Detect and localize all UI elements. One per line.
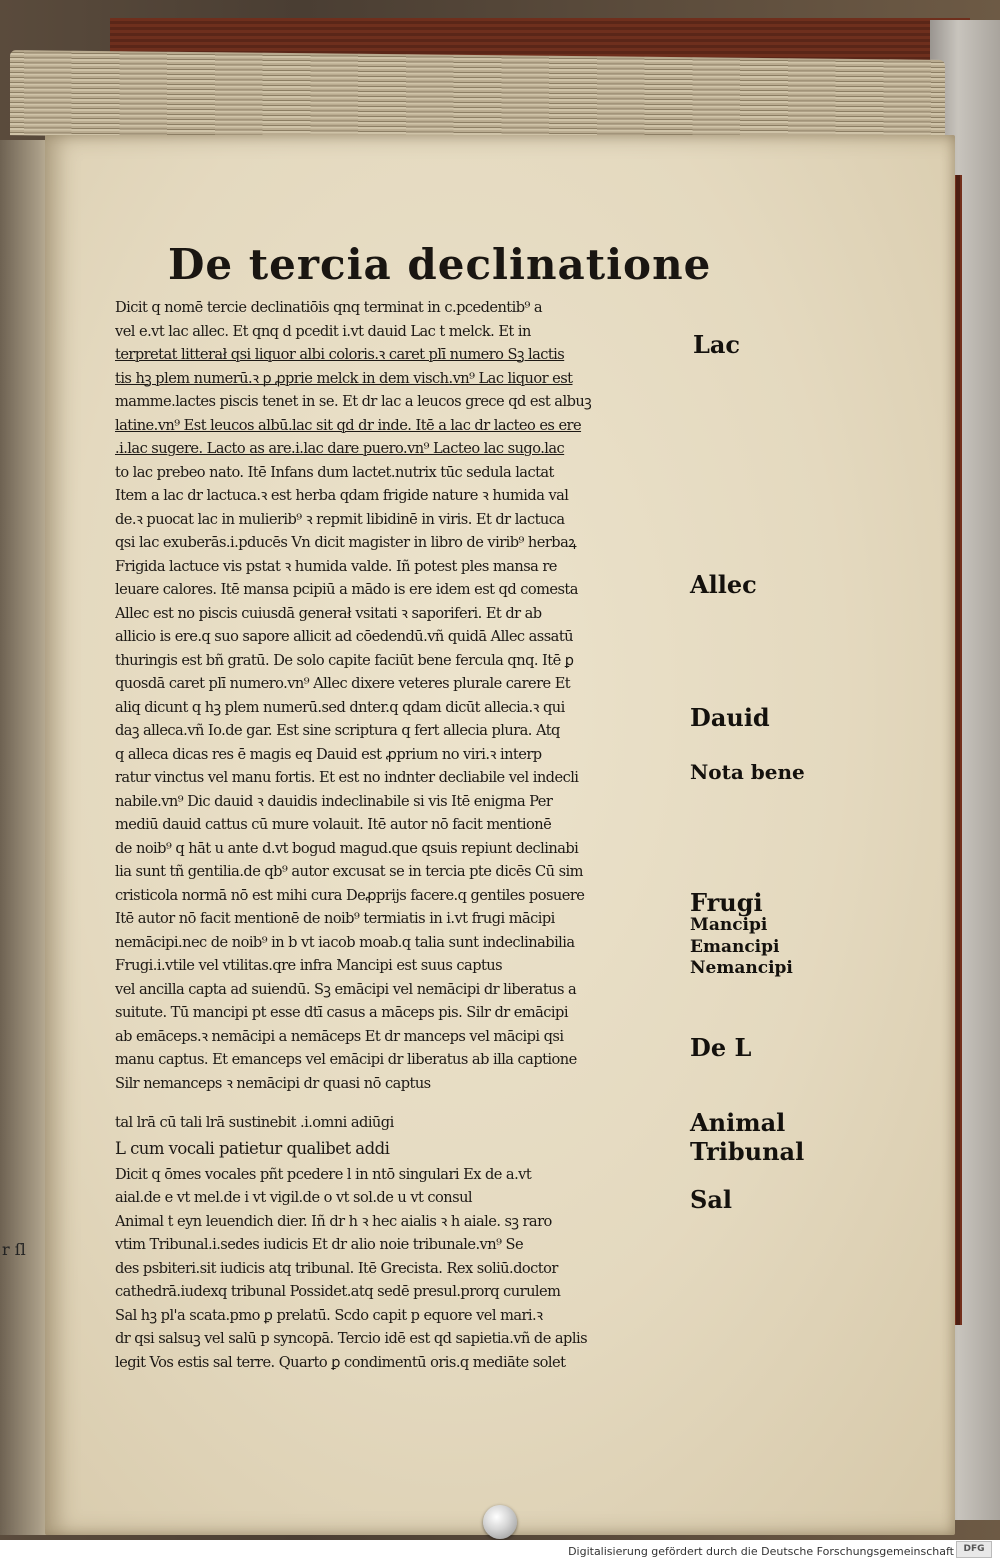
text-line: Dicit q nomē tercie declinatiōis qnq terminat in c.pcedentib⁹ a	[115, 299, 543, 316]
text-line: de noib⁹ q hāt u ante d.vt bogud magud.que qsuis repiunt declinabi	[115, 839, 579, 857]
margin-note-tribunal: Tribunal	[690, 1137, 805, 1166]
text-line: .i.lac sugere. Lacto as are.i.lac dare puero.vn⁹ Lacteo lac sugo.lac	[115, 440, 565, 457]
text-line: allicio is ere.q suo sapore allicit ad cōedendū.vñ quidā Allec assatū	[115, 628, 573, 645]
text-line: latine.vn⁹ Est leucos albū.lac sit qd dr inde. Itē a lac dr lacteo es ere	[115, 416, 582, 434]
text-line: to lac prebeo nato. Itē Infans dum lactet.nutrix tūc sedula lactat	[115, 463, 554, 481]
text-line: Sal hꝫ pl'a scata.pmo ꝑ prelatū. Scdo capit p equore vel mari.ꝛ	[115, 1306, 543, 1324]
margin-note-allec: Allec	[690, 570, 757, 599]
text-line: Frigida lactuce vis pstat ꝛ humida valde. Iñ potest ples mansa re	[115, 557, 557, 575]
text-line: aliq dicunt q hꝫ plem numerū.sed dnter.q qdam dicūt allecia.ꝛ qui	[115, 698, 565, 716]
verse-gloss-line: tal lrā cū tali lrā sustinebit .i.omni adiūgi	[115, 1114, 394, 1131]
text-line: quosdā caret plī numero.vn⁹ Allec dixere veteres plurale carere Et	[115, 675, 571, 692]
left-edge-mark: r ſl	[2, 1240, 26, 1259]
text-line: mediū dauid cattus cū mure volauit. Itē autor nō facit mentionē	[115, 816, 552, 833]
margin-note-mancipi: Mancipi	[690, 915, 768, 935]
text-line: ratur vinctus vel manu fortis. Et est no indnter decliabile vel indecli	[115, 769, 579, 786]
verse-line: L cum vocali patietur qualibet addi	[115, 1138, 390, 1158]
text-line: de.ꝛ puocat lac in mulierib⁹ ꝛ repmit libidinē in viris. Et dr lactuca	[115, 510, 565, 528]
margin-note-de-l: De L	[690, 1033, 752, 1062]
margin-note-animal: Animal	[690, 1108, 786, 1137]
text-line: daꝫ alleca.vñ Io.de gar. Est sine scriptura q fert allecia plura. Atq	[115, 722, 560, 739]
funding-credit: Digitalisierung gefördert durch die Deutsche Forschungsgemeinschaft	[568, 1545, 954, 1558]
text-line: des psbiteri.sit iudicis atq tribunal. Itē Grecista. Rex soliū.doctor	[115, 1259, 558, 1277]
text-line: legit Vos estis sal terre. Quarto ꝑ condimentū oris.q mediāte solet	[115, 1353, 566, 1371]
margin-note-emancipi: Emancipi	[690, 937, 780, 957]
text-line: Frugi.i.vtile vel vtilitas.qre infra Mancipi est suus captus	[115, 957, 503, 974]
text-line: Itē autor nō facit mentionē de noib⁹ termiatis in i.vt frugi mācipi	[115, 910, 555, 927]
text-line: qsi lac exuberās.i.pducēs Vn dicit magister in libro de virib⁹ herbaꝝ	[115, 534, 577, 551]
page-title: De tercia declinatione	[168, 240, 712, 289]
text-line: vtim Tribunal.i.sedes iudicis Et dr alio noie tribunale.vn⁹ Se	[115, 1236, 524, 1253]
text-line: Allec est no piscis cuiusdā generał vsitati ꝛ saporiferi. Et dr ab	[115, 604, 542, 622]
text-line: vel ancilla capta ad suiendū. Sꝫ emācipi vel nemācipi dr liberatus a	[115, 980, 577, 998]
verse-gap	[115, 1095, 687, 1111]
margin-note-frugi: Frugi	[690, 888, 763, 917]
text-line: dr qsi salsuꝫ vel salū p syncopā. Tercio idē est qd sapietia.vñ de aplis	[115, 1330, 588, 1347]
margin-note-nota-bene: Nota bene	[690, 760, 805, 784]
text-line: suitute. Tū mancipi pt esse dtī casus a māceps pis. Silr dr emācipi	[115, 1004, 568, 1021]
text-line: Dicit q ōmes vocales pñt pcedere l in ntō singulari Ex de a.vt	[115, 1165, 532, 1183]
text-line: aial.de e vt mel.de i vt vigil.de o vt sol.de u vt consul	[115, 1189, 473, 1206]
margin-note-lac: Lac	[693, 330, 741, 359]
text-line: q alleca dicas res ē magis eq Dauid est ꝓprium no viri.ꝛ interp	[115, 745, 542, 763]
text-line: Item a lac dr lactuca.ꝛ est herba qdam frigide nature ꝛ humida val	[115, 487, 569, 504]
margin-note-sal: Sal	[690, 1185, 732, 1214]
dfg-logo: DFG	[956, 1541, 992, 1558]
main-text-block	[115, 296, 687, 1374]
text-line: Silr nemanceps ꝛ nemācipi dr quasi nō captus	[115, 1074, 431, 1092]
text-line: tis hꝫ plem numerū.ꝛ ꝑ ꝓprie melck in dem visch.vn⁹ Lac liquor est	[115, 369, 573, 387]
text-line: ab emāceps.ꝛ nemācipi a nemāceps Et dr manceps vel mācipi qsi	[115, 1027, 564, 1045]
text-line: mamme.lactes piscis tenet in se. Et dr lac a leucos grece qd est albuꝫ	[115, 393, 592, 410]
text-line: Animal t eyn leuendich dier. Iñ dr h ꝛ hec aialis ꝛ h aiale. sꝫ raro	[115, 1212, 552, 1230]
page-weight-bead	[483, 1505, 517, 1539]
text-line: leuare calores. Itē mansa pcipiū a mādo is ere idem est qd comesta	[115, 581, 578, 598]
page-stack-edge	[10, 50, 945, 145]
text-line: nabile.vn⁹ Dic dauid ꝛ dauidis indeclinabile si vis Itē enigma Per	[115, 792, 553, 810]
text-line: lia sunt tñ gentilia.de qb⁹ autor excusat se in tercia pte dicēs Cū sim	[115, 863, 583, 880]
footer-bar	[0, 1540, 1000, 1561]
text-line: nemācipi.nec de noib⁹ in b vt iacob moab.q talia sunt indeclinabilia	[115, 933, 575, 951]
text-line: manu captus. Et emanceps vel emācipi dr liberatus ab illa captione	[115, 1051, 577, 1068]
margin-note-nemancipi: Nemancipi	[690, 958, 793, 978]
text-line: vel e.vt lac allec. Et qnq d pcedit i.vt dauid Lac t melck. Et in	[115, 322, 531, 340]
text-line: cathedrā.iudexq tribunal Possidet.atq sedē presul.prorq curulem	[115, 1283, 561, 1300]
text-line: thuringis est bñ gratū. De solo capite faciūt bene fercula qnq. Itē ꝑ	[115, 651, 574, 669]
margin-note-dauid: Dauid	[690, 703, 770, 732]
text-line: terpretat litterał qsi liquor albi coloris.ꝛ caret plī numero Sꝫ lactis	[115, 346, 565, 363]
text-line: cristicola normā nō est mihi cura Deꝓprijs facere.q gentiles posuere	[115, 886, 585, 904]
